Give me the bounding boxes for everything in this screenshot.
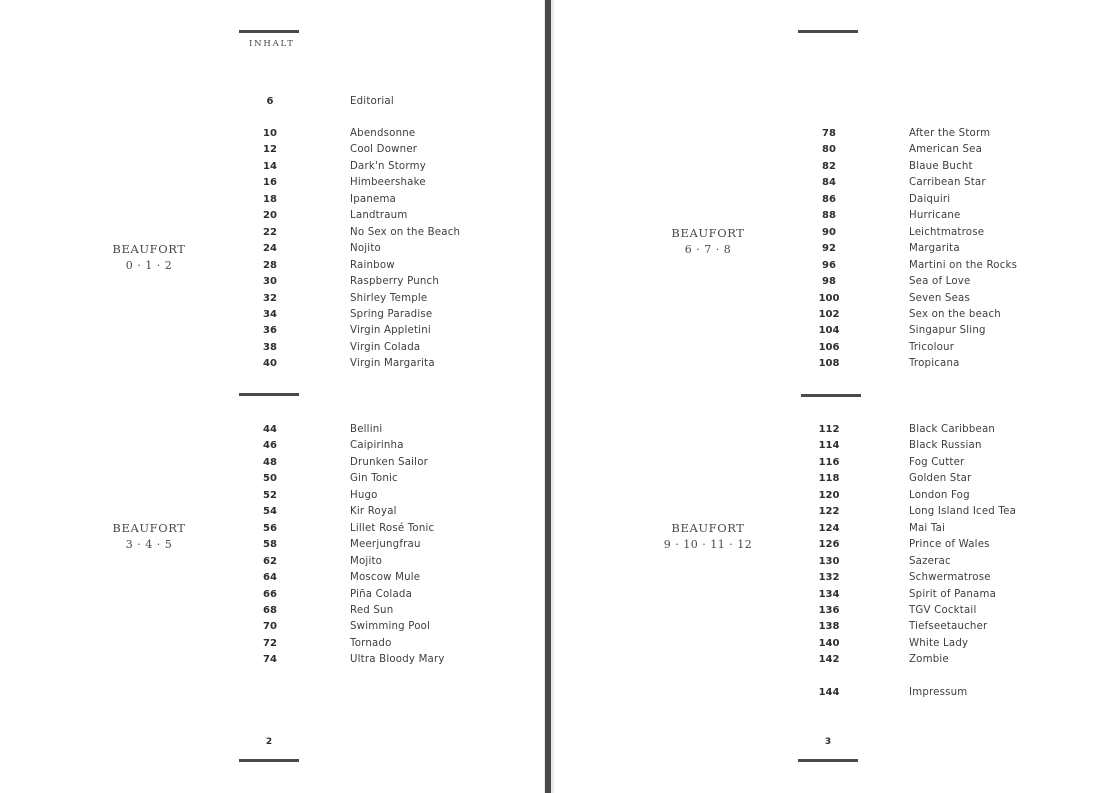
toc-entry[interactable] bbox=[240, 193, 470, 209]
toc-entry-title: Tornado bbox=[350, 637, 392, 649]
bottom-rule-left bbox=[239, 759, 299, 762]
toc-entry-page-number: 54 bbox=[263, 506, 277, 518]
toc-entry-page-number: 52 bbox=[263, 489, 277, 501]
toc-entry-title: Seven Seas bbox=[909, 292, 971, 304]
toc-entry[interactable] bbox=[240, 242, 470, 258]
toc-entry-title: Sea of Love bbox=[909, 276, 971, 288]
toc-entry-page-number: 126 bbox=[818, 539, 840, 551]
toc-entry-title: Hurricane bbox=[909, 210, 961, 222]
toc-entry-page-number: 130 bbox=[818, 555, 840, 567]
toc-entry-page-number: 44 bbox=[263, 424, 277, 435]
beaufort-numbers: 3 · 4 · 5 bbox=[125, 538, 173, 551]
toc-entry[interactable] bbox=[240, 341, 470, 357]
beaufort-label-9-12 bbox=[653, 520, 763, 553]
beaufort-word: BEAUFORT bbox=[112, 521, 186, 535]
toc-entry-title: Shirley Temple bbox=[350, 292, 428, 304]
toc-entry[interactable] bbox=[240, 275, 470, 291]
toc-entry[interactable] bbox=[799, 538, 1029, 554]
toc-entry-title: Piña Colada bbox=[350, 588, 413, 600]
toc-entry-page-number: 142 bbox=[818, 654, 840, 666]
toc-entry[interactable] bbox=[240, 620, 470, 636]
toc-entry[interactable] bbox=[799, 357, 1029, 373]
toc-entry-page-number: 48 bbox=[263, 456, 277, 468]
page-title: INHALT bbox=[249, 39, 295, 49]
toc-entry[interactable] bbox=[240, 127, 470, 143]
toc-entry-page-number: 132 bbox=[818, 572, 840, 584]
toc-entry[interactable] bbox=[240, 604, 470, 620]
toc-entry-page-number: 56 bbox=[263, 522, 277, 534]
toc-entry[interactable] bbox=[240, 456, 470, 472]
toc-entry-title: Drunken Sailor bbox=[350, 456, 429, 468]
toc-entry[interactable] bbox=[799, 588, 1029, 604]
toc-entry-title: White Lady bbox=[909, 637, 969, 649]
toc-entry-page-number: 138 bbox=[818, 621, 840, 633]
toc-entry-title: Tropicana bbox=[909, 358, 960, 370]
toc-entry-page-number: 80 bbox=[822, 144, 836, 156]
toc-entry-title: Red Sun bbox=[350, 604, 394, 616]
left-page bbox=[0, 0, 544, 793]
toc-entry-title: Editorial bbox=[350, 96, 394, 107]
toc-entry-title: Moscow Mule bbox=[350, 572, 421, 584]
toc-entry-title: Gin Tonic bbox=[350, 473, 398, 485]
toc-entry-page-number: 134 bbox=[818, 588, 840, 600]
toc-entry-page-number: 70 bbox=[263, 621, 277, 633]
toc-entry-page-number: 74 bbox=[263, 654, 277, 666]
toc-entry-title: Spring Paradise bbox=[350, 308, 433, 320]
toc-entry-title: Schwermatrose bbox=[909, 572, 991, 584]
toc-entry-title: Sex on the beach bbox=[909, 308, 1001, 320]
toc-entry-title: Carribean Star bbox=[909, 177, 986, 189]
toc-entry[interactable] bbox=[799, 653, 1029, 669]
toc-entry[interactable] bbox=[240, 439, 470, 455]
toc-entry[interactable] bbox=[240, 489, 470, 505]
toc-entry-page-number: 90 bbox=[822, 226, 836, 238]
toc-entry[interactable] bbox=[799, 193, 1029, 209]
toc-entry[interactable] bbox=[240, 143, 470, 159]
toc-entry-page-number: 30 bbox=[263, 276, 277, 288]
toc-entry-page-number: 22 bbox=[263, 226, 277, 238]
toc-entry-title: Mojito bbox=[350, 555, 383, 567]
toc-entry-page-number: 14 bbox=[263, 160, 277, 172]
toc-entry-title: Himbeershake bbox=[350, 177, 426, 189]
toc-entry[interactable] bbox=[240, 423, 470, 439]
toc-entry-title: Black Russian bbox=[909, 440, 982, 452]
toc-entry-title: Margarita bbox=[909, 243, 960, 255]
toc-entry[interactable] bbox=[240, 505, 470, 521]
toc-entry[interactable] bbox=[799, 423, 1029, 439]
toc-entry-title: Lillet Rosé Tonic bbox=[350, 522, 435, 534]
toc-entry[interactable] bbox=[799, 637, 1029, 653]
toc-entry-page-number: 6 bbox=[266, 96, 274, 107]
gutter-divider bbox=[545, 0, 551, 793]
top-rule-left bbox=[239, 30, 299, 33]
toc-entry-page-number: 10 bbox=[263, 128, 277, 139]
toc-entry-page-number: 12 bbox=[263, 144, 277, 156]
toc-entry-page-number: 92 bbox=[822, 243, 836, 255]
toc-entry-page-number: 100 bbox=[818, 292, 840, 304]
toc-entry[interactable] bbox=[799, 259, 1029, 275]
toc-entry-page-number: 82 bbox=[822, 160, 836, 172]
page-number-left: 2 bbox=[265, 737, 273, 747]
toc-entry-page-number: 40 bbox=[263, 358, 277, 370]
toc-entry[interactable] bbox=[799, 472, 1029, 488]
toc-entry[interactable] bbox=[240, 176, 470, 192]
beaufort-word: BEAUFORT bbox=[112, 242, 186, 256]
toc-entry[interactable] bbox=[240, 95, 470, 111]
toc-entry-page-number: 72 bbox=[263, 637, 277, 649]
toc-entry[interactable] bbox=[240, 226, 470, 242]
toc-entry-page-number: 106 bbox=[818, 341, 840, 353]
toc-entry-title: Leichtmatrose bbox=[909, 226, 985, 238]
toc-entry-page-number: 18 bbox=[263, 193, 277, 205]
toc-entry-title: Ultra Bloody Mary bbox=[350, 654, 445, 666]
top-rule-right bbox=[798, 30, 858, 33]
toc-entry-page-number: 36 bbox=[263, 325, 277, 337]
toc-entry-title: Tiefseetaucher bbox=[909, 621, 988, 633]
toc-entry-title: Singapur Sling bbox=[909, 325, 986, 337]
toc-entry-page-number: 144 bbox=[818, 687, 840, 698]
toc-entry[interactable] bbox=[799, 604, 1029, 620]
toc-entry-title: Mai Tai bbox=[909, 522, 946, 534]
toc-entry[interactable] bbox=[240, 588, 470, 604]
toc-entry[interactable] bbox=[799, 522, 1029, 538]
toc-entry-title: Sazerac bbox=[909, 555, 951, 567]
toc-entry-title: Long Island Iced Tea bbox=[909, 506, 1017, 518]
beaufort-label-3-5 bbox=[94, 520, 204, 553]
beaufort-numbers: 6 · 7 · 8 bbox=[684, 243, 732, 256]
toc-entry-page-number: 120 bbox=[818, 489, 840, 501]
toc-entry-page-number: 34 bbox=[263, 308, 277, 320]
toc-entry[interactable] bbox=[240, 292, 470, 308]
toc-entry-page-number: 46 bbox=[263, 440, 277, 452]
toc-entry-page-number: 86 bbox=[822, 193, 836, 205]
toc-entry[interactable] bbox=[799, 226, 1029, 242]
toc-entry-page-number: 16 bbox=[263, 177, 277, 189]
toc-entry-title: Golden Star bbox=[909, 473, 972, 485]
toc-entry-page-number: 104 bbox=[818, 325, 840, 337]
toc-entry-title: Dark'n Stormy bbox=[350, 160, 426, 172]
toc-entry-page-number: 66 bbox=[263, 588, 277, 600]
toc-entry[interactable] bbox=[799, 160, 1029, 176]
bottom-rule-right bbox=[798, 759, 858, 762]
toc-entry-title: Cool Downer bbox=[350, 144, 418, 156]
toc-entry-page-number: 50 bbox=[263, 473, 277, 485]
toc-entry-title: London Fog bbox=[909, 489, 970, 501]
toc-entry-title: No Sex on the Beach bbox=[350, 226, 461, 238]
beaufort-word: BEAUFORT bbox=[671, 226, 745, 240]
toc-entry-page-number: 88 bbox=[822, 210, 836, 222]
section-rule-left bbox=[239, 393, 299, 396]
toc-entry[interactable] bbox=[240, 637, 470, 653]
toc-entry-title: Virgin Colada bbox=[350, 341, 421, 353]
toc-entry[interactable] bbox=[799, 275, 1029, 291]
toc-entry-page-number: 118 bbox=[818, 473, 840, 485]
toc-entry-title: Meerjungfrau bbox=[350, 539, 421, 551]
toc-entry-title: Black Caribbean bbox=[909, 424, 996, 435]
toc-entry-page-number: 32 bbox=[263, 292, 277, 304]
toc-entry-page-number: 108 bbox=[818, 358, 840, 370]
toc-entry-title: Ipanema bbox=[350, 193, 397, 205]
toc-entry-title: Daiquiri bbox=[909, 193, 951, 205]
toc-entry-title: Hugo bbox=[350, 489, 378, 501]
section-rule-right bbox=[801, 394, 861, 397]
toc-entry[interactable] bbox=[240, 160, 470, 176]
page-number-right: 3 bbox=[824, 737, 832, 747]
toc-entry-page-number: 78 bbox=[822, 128, 836, 139]
toc-entry[interactable] bbox=[240, 308, 470, 324]
toc-entry[interactable] bbox=[240, 653, 470, 669]
toc-entry[interactable] bbox=[799, 209, 1029, 225]
toc-entry-title: Virgin Appletini bbox=[350, 325, 431, 337]
toc-entry-title: Swimming Pool bbox=[350, 621, 431, 633]
toc-entry-page-number: 136 bbox=[818, 604, 840, 616]
toc-entry-page-number: 116 bbox=[818, 456, 840, 468]
toc-entry[interactable] bbox=[799, 143, 1029, 159]
toc-entry-title: TGV Cocktail bbox=[909, 604, 977, 616]
toc-entry-page-number: 62 bbox=[263, 555, 277, 567]
beaufort-numbers: 0 · 1 · 2 bbox=[125, 259, 173, 272]
toc-entry-title: Martini on the Rocks bbox=[909, 259, 1018, 271]
toc-entry[interactable] bbox=[799, 456, 1029, 472]
toc-entry-title: After the Storm bbox=[909, 128, 991, 139]
toc-entry-title: Landtraum bbox=[350, 210, 408, 222]
toc-entry[interactable] bbox=[799, 176, 1029, 192]
toc-entry[interactable] bbox=[240, 324, 470, 340]
toc-entry[interactable] bbox=[799, 571, 1029, 587]
toc-entry[interactable] bbox=[240, 472, 470, 488]
toc-entry[interactable] bbox=[799, 686, 1029, 702]
toc-entry[interactable] bbox=[240, 571, 470, 587]
toc-entry[interactable] bbox=[240, 538, 470, 554]
toc-entry-title: Abendsonne bbox=[350, 128, 416, 139]
toc-entry-page-number: 96 bbox=[822, 259, 836, 271]
toc-entry-title: Raspberry Punch bbox=[350, 276, 440, 288]
beaufort-label-0-2 bbox=[94, 241, 204, 274]
toc-entry[interactable] bbox=[799, 324, 1029, 340]
toc-entry-title: Spirit of Panama bbox=[909, 588, 997, 600]
toc-entry-title: Rainbow bbox=[350, 259, 395, 271]
toc-entry-page-number: 20 bbox=[263, 210, 277, 222]
toc-entry-title: Caipirinha bbox=[350, 440, 404, 452]
toc-entry-page-number: 140 bbox=[818, 637, 840, 649]
toc-entry-title: Tricolour bbox=[909, 341, 955, 353]
toc-entry[interactable] bbox=[240, 357, 470, 373]
toc-entry-title: American Sea bbox=[909, 144, 983, 156]
toc-entry-title: Blaue Bucht bbox=[909, 160, 973, 172]
toc-entry[interactable] bbox=[799, 505, 1029, 521]
beaufort-label-6-8 bbox=[653, 225, 763, 258]
toc-entry-title: Nojito bbox=[350, 243, 381, 255]
toc-entry-page-number: 114 bbox=[818, 440, 840, 452]
toc-entry-page-number: 38 bbox=[263, 341, 277, 353]
toc-entry[interactable] bbox=[799, 308, 1029, 324]
toc-entry[interactable] bbox=[799, 341, 1029, 357]
beaufort-numbers: 9 · 10 · 11 · 12 bbox=[663, 538, 753, 551]
toc-entry[interactable] bbox=[240, 555, 470, 571]
toc-entry-page-number: 102 bbox=[818, 308, 840, 320]
toc-entry-page-number: 112 bbox=[818, 424, 840, 435]
toc-entry-page-number: 68 bbox=[263, 604, 277, 616]
toc-entry-page-number: 28 bbox=[263, 259, 277, 271]
toc-entry[interactable] bbox=[799, 439, 1029, 455]
toc-entry[interactable] bbox=[240, 259, 470, 275]
beaufort-word: BEAUFORT bbox=[671, 521, 745, 535]
toc-entry[interactable] bbox=[799, 555, 1029, 571]
toc-entry[interactable] bbox=[799, 127, 1029, 143]
toc-entry-page-number: 24 bbox=[263, 243, 277, 255]
toc-entry-page-number: 98 bbox=[822, 276, 836, 288]
toc-entry-title: Virgin Margarita bbox=[350, 358, 435, 370]
toc-entry[interactable] bbox=[799, 292, 1029, 308]
toc-entry[interactable] bbox=[799, 489, 1029, 505]
toc-entry[interactable] bbox=[799, 242, 1029, 258]
toc-entry-page-number: 84 bbox=[822, 177, 836, 189]
toc-entry-title: Prince of Wales bbox=[909, 539, 990, 551]
toc-entry-title: Zombie bbox=[909, 654, 949, 666]
toc-entry-title: Kir Royal bbox=[350, 506, 397, 518]
toc-entry-page-number: 64 bbox=[263, 572, 277, 584]
toc-entry-title: Impressum bbox=[909, 687, 968, 698]
toc-entry-title: Fog Cutter bbox=[909, 456, 965, 468]
toc-entry-page-number: 122 bbox=[818, 506, 840, 518]
toc-entry-page-number: 124 bbox=[818, 522, 840, 534]
toc-entry[interactable] bbox=[799, 620, 1029, 636]
toc-entry[interactable] bbox=[240, 522, 470, 538]
toc-entry-title: Bellini bbox=[350, 424, 383, 435]
toc-entry-page-number: 58 bbox=[263, 539, 277, 551]
toc-entry[interactable] bbox=[240, 209, 470, 225]
